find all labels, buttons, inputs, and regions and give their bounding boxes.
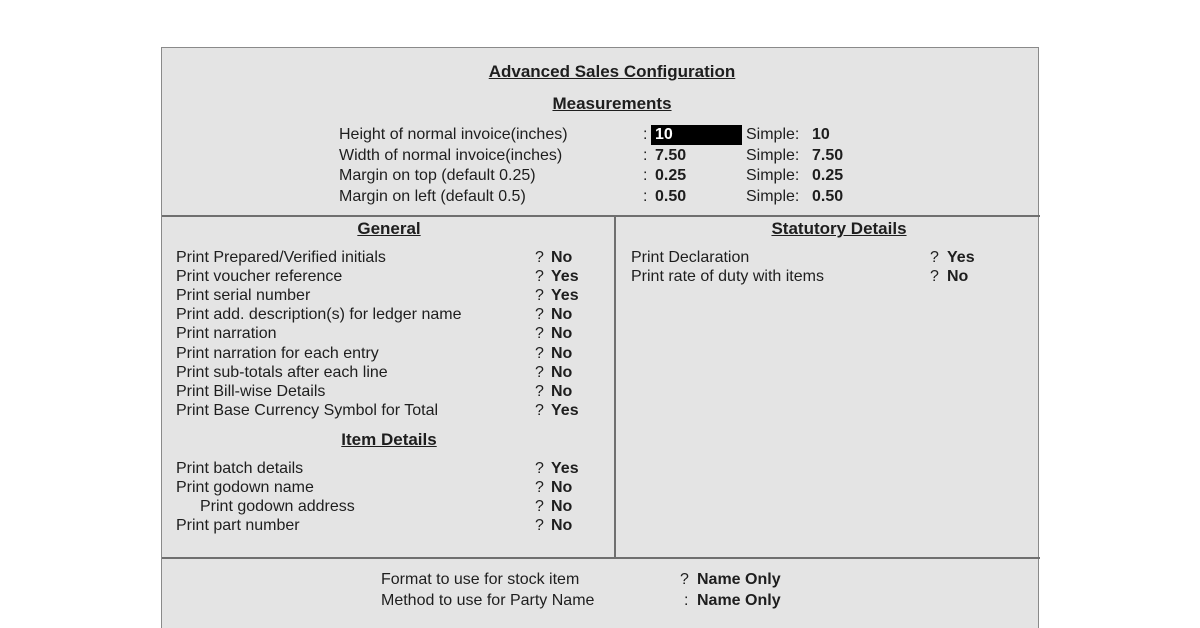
window-title: Advanced Sales Configuration [488, 62, 736, 81]
margin-top-value[interactable]: 0.25 [655, 167, 687, 184]
measurement-separator: : [643, 147, 648, 164]
question-mark: ? [930, 249, 939, 266]
question-mark: ? [535, 460, 544, 477]
simple-value: 10 [812, 126, 830, 143]
general-label: Print Base Currency Symbol for Total [176, 402, 439, 419]
general-heading: General [357, 219, 421, 238]
stock-item-format-value[interactable]: Name Only [697, 571, 781, 588]
general-label: Print narration for each entry [176, 345, 379, 362]
simple-value: 7.50 [812, 147, 844, 164]
question-mark: ? [535, 249, 544, 266]
general-label: Print narration [176, 325, 277, 342]
simple-value: 0.50 [812, 188, 844, 205]
general-label: Print add. description(s) for ledger name [176, 306, 462, 323]
height-input[interactable]: 10 [651, 125, 742, 145]
footer-label: Method to use for Party Name [381, 592, 595, 609]
item-details-heading: Item Details [341, 430, 437, 449]
statutory-value[interactable]: No [947, 268, 969, 285]
question-mark: ? [535, 498, 544, 515]
item-label: Print godown address [200, 498, 355, 515]
question-mark: ? [535, 479, 544, 496]
measurement-label: Margin on top (default 0.25) [339, 167, 536, 184]
simple-label: Simple: [746, 126, 800, 143]
question-mark: ? [535, 325, 544, 342]
simple-value: 0.25 [812, 167, 844, 184]
item-label: Print godown name [176, 479, 314, 496]
footer-label: Format to use for stock item [381, 571, 580, 588]
statutory-value[interactable]: Yes [947, 249, 975, 266]
general-value[interactable]: Yes [551, 268, 579, 285]
general-label: Print Prepared/Verified initials [176, 249, 386, 266]
party-name-method-value[interactable]: Name Only [697, 592, 781, 609]
statutory-heading: Statutory Details [771, 219, 907, 238]
measurement-separator: : [643, 126, 648, 143]
margin-left-value[interactable]: 0.50 [655, 188, 687, 205]
footer-separator: : [684, 592, 689, 609]
general-value[interactable]: No [551, 306, 573, 323]
question-mark: ? [535, 345, 544, 362]
general-label: Print sub-totals after each line [176, 364, 388, 381]
measurement-separator: : [643, 167, 648, 184]
question-mark: ? [535, 364, 544, 381]
width-value[interactable]: 7.50 [655, 147, 687, 164]
question-mark: ? [535, 306, 544, 323]
item-value[interactable]: Yes [551, 460, 579, 477]
item-value[interactable]: No [551, 498, 573, 515]
measurement-label: Height of normal invoice(inches) [339, 126, 568, 143]
statutory-label: Print Declaration [631, 249, 750, 266]
item-value[interactable]: No [551, 479, 573, 496]
divider-top [162, 215, 1040, 217]
general-label: Print Bill-wise Details [176, 383, 326, 400]
general-label: Print serial number [176, 287, 311, 304]
question-mark: ? [535, 517, 544, 534]
divider-bottom [162, 557, 1040, 559]
question-mark: ? [535, 383, 544, 400]
divider-middle [614, 217, 616, 557]
footer-separator: ? [680, 571, 689, 588]
question-mark: ? [535, 287, 544, 304]
item-value[interactable]: No [551, 517, 573, 534]
general-value[interactable]: No [551, 249, 573, 266]
config-panel [161, 47, 1039, 628]
simple-label: Simple: [746, 167, 800, 184]
item-label: Print part number [176, 517, 300, 534]
measurement-separator: : [643, 188, 648, 205]
general-value[interactable]: No [551, 364, 573, 381]
question-mark: ? [535, 402, 544, 419]
general-value[interactable]: No [551, 383, 573, 400]
general-label: Print voucher reference [176, 268, 343, 285]
general-value[interactable]: Yes [551, 287, 579, 304]
measurement-label: Margin on left (default 0.5) [339, 188, 526, 205]
measurements-heading: Measurements [552, 94, 672, 113]
item-label: Print batch details [176, 460, 304, 477]
general-value[interactable]: No [551, 345, 573, 362]
general-value[interactable]: Yes [551, 402, 579, 419]
simple-label: Simple: [746, 188, 800, 205]
question-mark: ? [535, 268, 544, 285]
general-value[interactable]: No [551, 325, 573, 342]
measurement-label: Width of normal invoice(inches) [339, 147, 563, 164]
simple-label: Simple: [746, 147, 800, 164]
question-mark: ? [930, 268, 939, 285]
statutory-label: Print rate of duty with items [631, 268, 824, 285]
